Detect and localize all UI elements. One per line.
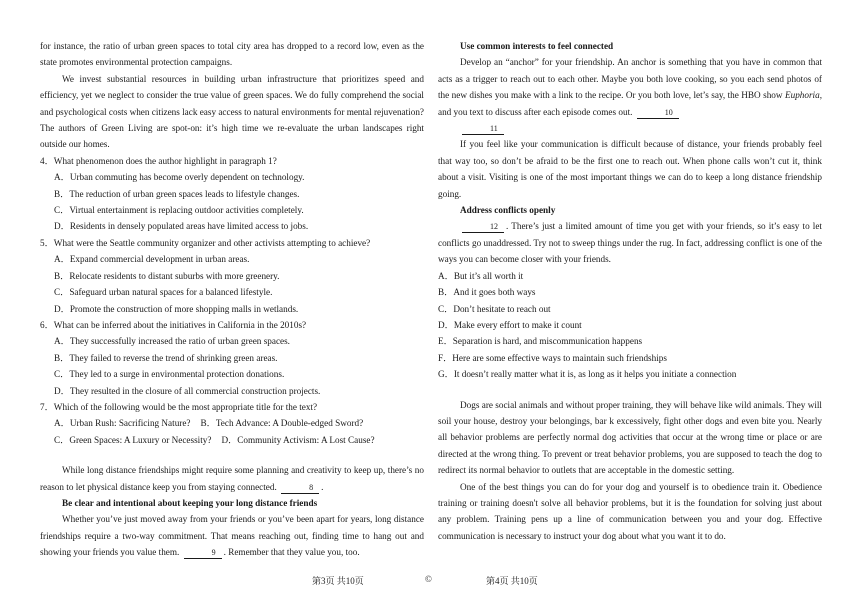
answer-option-c[interactable]: C．Don’t hesitate to reach out [438, 303, 551, 314]
right-column [438, 38, 822, 544]
blank-11[interactable]: 11 [462, 124, 504, 135]
answer-option-e[interactable]: E．Separation is hard, and miscommunication happens [438, 336, 643, 347]
answer-option-f[interactable]: F．Here are some effective ways to maintain such friendships [438, 352, 667, 363]
heading-address-conflicts: Address conflicts openly [460, 205, 556, 216]
anchor-text-end: and you text to discuss after each episode comes out. [438, 106, 633, 117]
intro-paragraph-continued: for instance, the ratio of urban green spaces to total city area has dropped to a record low, even as the state promotes environmental protection campaigns. [40, 41, 424, 68]
answer-option-g[interactable]: G．It doesn’t really matter what it is, as long as it helps you initiate a connection [438, 369, 737, 380]
question-6: 6．What can be inferred about the initiatives in California in the 2010s? [40, 319, 307, 330]
question-5: 5．What were the Seattle community organizer and other activists attempting to achieve? [40, 237, 371, 248]
q4-option-c[interactable]: C．Virtual entertainment is replacing outdoor activities completely. [54, 205, 304, 216]
q5-option-d[interactable]: D．Promote the construction of more shopping malls in wetlands. [54, 303, 299, 314]
q6-option-c[interactable]: C．They led to a surge in environmental protection donations. [54, 369, 285, 380]
dog-paragraph-2: One of the best things you can do for your dog and yourself is to obedience train it. Obedience training or training doesn't solve all behavior problems, but it is the foundation for solving just about any problem. Training pens up a line of communication between you and your dog. Effective communication is necessary to instruct your dog about what you want it to do. [438, 481, 822, 541]
question-7: 7．Which of the following would be the most appropriate title for the text? [40, 401, 318, 412]
question-4: 4．What phenomenon does the author highlight in paragraph 1? [40, 155, 277, 166]
left-column [40, 38, 424, 561]
blank-9[interactable]: 9 [184, 548, 222, 559]
blank-10[interactable]: 10 [637, 108, 679, 119]
conflicts-paragraph [438, 218, 822, 267]
friendship-intro-text: While long distance friendships might require some planning and creativity to keep up, there’s no reason to let physical distance keep you from staying connected. [40, 465, 424, 492]
blank-8[interactable]: 8 [281, 483, 319, 494]
q4-option-a[interactable]: A．Urban commuting has become overly dependent on technology. [54, 172, 305, 183]
answer-option-a[interactable]: A．But it’s all worth it [438, 270, 524, 281]
q5-option-c[interactable]: C．Safeguard urban natural spaces for a balanced lifestyle. [54, 287, 273, 298]
green-living-paragraph: We invest substantial resources in building urban infrastructure that prioritizes speed and efficiency, yet we neglect to consider the true value of green spaces. We do fully comprehend the social and psychological costs when citizens lack easy access to natural environments for mental rejuvenation? The authors of Green Living are spot-on: it’s high time we re-evaluate the urban landscapes right outside our homes. [40, 73, 424, 150]
anchor-text: Develop an “anchor” for your friendship. An anchor is something that you have in common that acts as a trigger to reach out to each other. Maybe you both love cooking, so you each send photos of the new dishes you make with a link to the recipe. Or you both love, let’s say, the HBO show [438, 57, 822, 101]
q6-option-a[interactable]: A．They successfully increased the ratio of urban green spaces. [54, 336, 290, 347]
page-number-right: 第4页 共10页 [486, 576, 538, 586]
show-title: Euphoria, [784, 90, 822, 101]
friendship-intro-paragraph: While long distance friendships might require some planning and creativity to keep up, there’s no reason to let physical distance keep you from staying connected. 8 . [40, 465, 424, 492]
answer-option-b[interactable]: B．And it goes both ways [438, 287, 536, 298]
q7-option-d[interactable]: D．Community Activism: A Lost Cause? [221, 434, 375, 445]
q5-option-b[interactable]: B．Relocate residents to distant suburbs with more greenery. [54, 270, 280, 281]
commitment-text: Whether you’ve just moved away from your friends or you’ve been apart for years, long distance friendships require a two-way commitment. That means reaching out, finding time to hang out and showing your friends you value them. [40, 514, 424, 558]
q6-option-d[interactable]: D．They resulted in the closure of all commercial construction projects. [54, 385, 321, 396]
q7-option-b[interactable]: B．Tech Advance: A Double-edged Sword? [200, 418, 364, 429]
page-number-left: 第3页 共10页 [312, 576, 364, 586]
q7-option-c[interactable]: C．Green Spaces: A Luxury or Necessity? [54, 434, 212, 445]
commitment-paragraph [40, 511, 424, 560]
visit-paragraph: If you feel like your communication is difficult because of distance, your friends probably feel that way too, so don’t be afraid to be the first one to reach out. When phone calls won’t cut it, think about a visit. Visiting is one of the most important things we can do to keep a long distance friendship going. [438, 139, 822, 199]
conflicts-text: . There’s just a limited amount of time you get with your friends, so it’s easy to let conflicts go unaddressed. Try not to sweep things under the rug. In fact, addressing conflict is one of the ways you can become closer with your friends. [438, 221, 822, 265]
anchor-paragraph [438, 54, 822, 120]
copyright-symbol: © [425, 574, 432, 584]
heading-common-interests: Use common interests to feel connected [460, 41, 614, 51]
blank-12[interactable]: 12 [462, 222, 504, 233]
q7-options-row-1 [40, 415, 424, 431]
blank-11-line [438, 120, 822, 136]
dog-paragraph-1: Dogs are social animals and without proper training, they will behave like wild animals. They will soil your house, destroy your belongings, bar k excessively, fight other dogs and even bite you. Nearly all behavior problems are perfectly normal dog activities that occur at the wrong time or place or are directed at the wrong thing. To prevent or treat behavior problems, you are supposed to teach the dog to redirect its normal behavior to outlets that are acceptable in the domestic setting. [438, 399, 822, 476]
q4-option-b[interactable]: B．The reduction of urban green spaces leads to lifestyle changes. [54, 188, 300, 199]
commitment-text-end: . Remember that they value you, too. [223, 547, 360, 558]
q7-option-a[interactable]: A．Urban Rush: Sacrificing Nature? [54, 418, 191, 429]
heading-be-clear: Be clear and intentional about keeping your long distance friends [62, 497, 318, 508]
answer-option-d[interactable]: D．Make every effort to make it count [438, 319, 582, 330]
q7-options-row-2 [40, 432, 424, 448]
q6-option-b[interactable]: B．They failed to reverse the trend of shrinking green areas. [54, 352, 278, 363]
q4-option-d[interactable]: D．Residents in densely populated areas have limited access to jobs. [54, 221, 309, 232]
q5-option-a[interactable]: A．Expand commercial development in urban areas. [54, 254, 250, 265]
